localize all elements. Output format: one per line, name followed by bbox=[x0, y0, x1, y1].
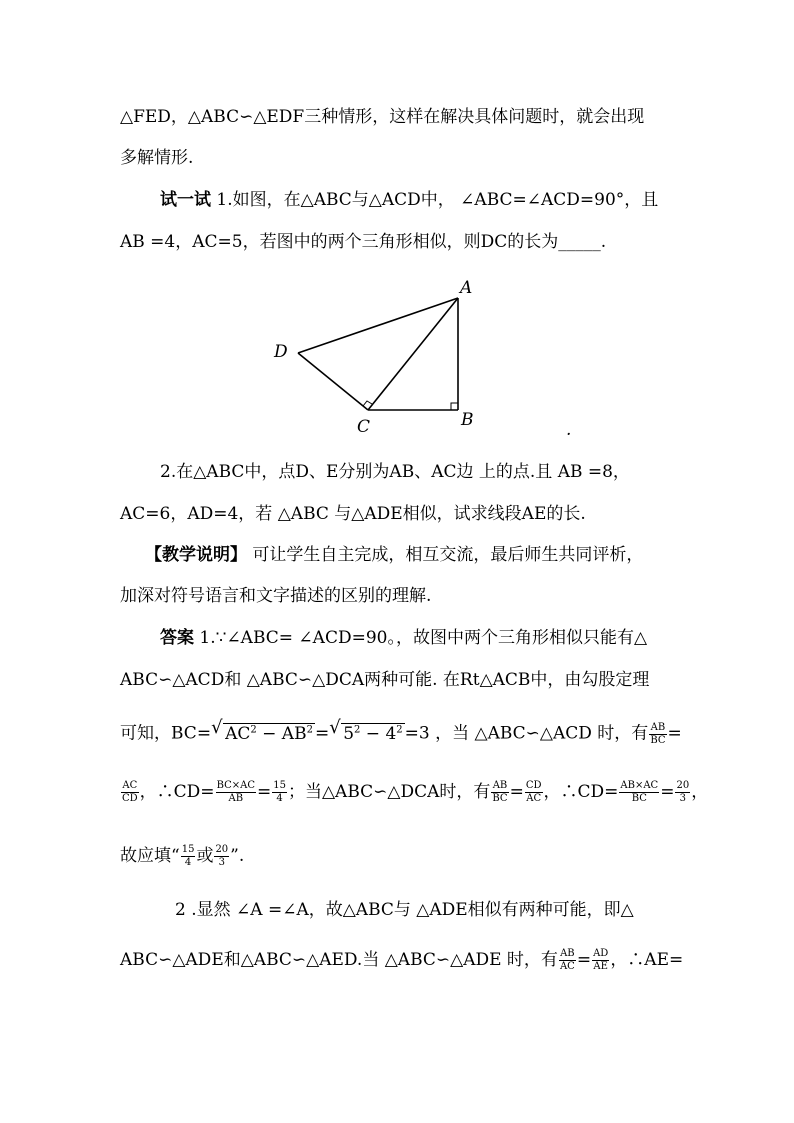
dot-mark: . bbox=[566, 420, 572, 440]
fraction: $\frac{AB}{AC}$ bbox=[559, 948, 575, 972]
equals: = bbox=[257, 782, 272, 802]
paragraph-line: △FED，△ABC∽△EDF三种情形，这样在解决具体问题时，就会出现 bbox=[120, 107, 645, 127]
explain-line: 加深对符号语言和文字描述的区别的理解. bbox=[120, 586, 432, 606]
answer-text: 1.∵∠ABC= ∠ACD=90。，故图中两个三角形相似只能有△ bbox=[194, 628, 648, 648]
fraction: $\frac{AB}{BC}$ bbox=[492, 780, 508, 804]
answer-text: ABC∽△ADE和△ABC∽△AED.当 △ABC∽△ADE 时，有 bbox=[120, 950, 558, 970]
answer-text: ，∴CD= bbox=[139, 782, 215, 802]
fraction: $\frac{AC}{CD}$ bbox=[122, 780, 138, 804]
radical-icon: √ bbox=[329, 717, 341, 738]
answer-line bbox=[120, 780, 708, 805]
equals: = bbox=[314, 723, 330, 744]
sqrt-expression: √ $5^2 - 4^2$ bbox=[329, 717, 403, 744]
answer-heading: 答案 bbox=[160, 628, 194, 648]
answer-text: 或 bbox=[196, 846, 214, 866]
fraction: $\frac{20}{3}$ bbox=[215, 844, 229, 868]
trial-q2-line: AC=6，AD=4，若 △ABC 与△ADE相似，试求线段AE的长. bbox=[120, 504, 586, 524]
answer-line: ABC∽△ACD和 △ABC∽△DCA两种可能. 在Rt△ACB中，由勾股定理 bbox=[120, 670, 650, 690]
fraction: $\frac{20}{3}$ bbox=[676, 780, 690, 804]
label-D: D bbox=[274, 342, 288, 362]
sqrt-expression: √ $AC^2 - AB^2$ bbox=[211, 717, 313, 744]
segment-DC bbox=[298, 353, 368, 410]
answer-text: ”. bbox=[230, 846, 245, 866]
sqrt-term: − 4 bbox=[360, 723, 397, 744]
answer-line bbox=[120, 948, 683, 973]
equals: = bbox=[667, 723, 682, 744]
answer-line: 2 .显然 ∠A =∠A，故△ABC与 △ADE相似有两种可能，即△ bbox=[175, 900, 634, 920]
equals: = bbox=[509, 782, 524, 802]
trial-heading: 试一试 bbox=[160, 190, 211, 210]
fraction: $\frac{AB}{BC}$ bbox=[650, 721, 666, 746]
q1-text: 1.如图，在△ABC与△ACD中， ∠ABC=∠ACD=90°，且 bbox=[211, 190, 659, 210]
answer-text: ，∴CD= bbox=[543, 782, 619, 802]
trial-q2-line: 2.在△ABC中，点D、E分别为AB、AC边 上的点.且 AB =8， bbox=[160, 462, 630, 482]
fraction: $\frac{AB\times AC}{BC}$ bbox=[620, 780, 659, 804]
answer-text: 可知，BC= bbox=[120, 723, 212, 744]
answer-text: ；当△ABC∽△DCA时，有 bbox=[287, 782, 491, 802]
right-angle-mark-C bbox=[363, 401, 372, 406]
answer-text: ，∴AE= bbox=[610, 950, 684, 970]
segment-DA bbox=[298, 298, 458, 353]
trial-q1-line: AB =4，AC=5，若图中的两个三角形相似，则DC的长为_____. bbox=[120, 232, 607, 252]
explain-text: 可让学生自主完成，相互交流，最后师生共同评析， bbox=[247, 545, 644, 565]
label-A: A bbox=[460, 278, 473, 298]
fraction: $\frac{CD}{AC}$ bbox=[525, 780, 542, 804]
answer-line bbox=[160, 626, 647, 650]
label-C: C bbox=[357, 417, 371, 437]
explain-line bbox=[145, 543, 643, 567]
answer-text: 故应填“ bbox=[120, 846, 180, 866]
paragraph-line: 多解情形. bbox=[120, 148, 194, 168]
equals: = bbox=[576, 950, 592, 970]
sqrt-term: 5 bbox=[343, 723, 355, 744]
right-angle-mark-B bbox=[451, 403, 458, 410]
equals: = bbox=[660, 782, 675, 802]
fraction: $\frac{15}{4}$ bbox=[181, 844, 195, 868]
answer-line bbox=[120, 844, 244, 869]
triangle-figure bbox=[0, 275, 794, 445]
explain-heading: 【教学说明】 bbox=[145, 545, 247, 565]
label-B: B bbox=[461, 410, 474, 430]
fraction: $\frac{BC\times AC}{AB}$ bbox=[216, 780, 255, 804]
fraction: $\frac{15}{4}$ bbox=[273, 780, 286, 804]
sqrt-term: − AB bbox=[256, 723, 307, 744]
answer-line bbox=[120, 718, 682, 747]
answer-text: =3 ，当 △ABC∽△ACD 时，有 bbox=[404, 723, 649, 744]
trial-q1-line bbox=[160, 188, 658, 212]
sqrt-term: AC bbox=[225, 723, 251, 744]
comma: ， bbox=[691, 782, 709, 802]
radical-icon: √ bbox=[211, 717, 223, 738]
segment-AC bbox=[368, 298, 458, 410]
fraction: $\frac{AD}{AE}$ bbox=[593, 948, 609, 972]
